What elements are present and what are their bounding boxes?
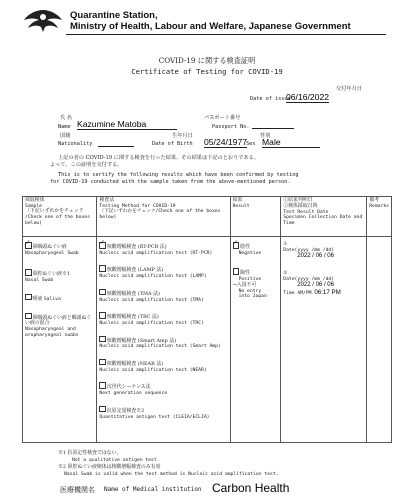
result-option-jp: 陽性 bbox=[240, 270, 250, 277]
issue-date-label-en: Date of issue bbox=[250, 96, 291, 102]
name-label-jp: 氏 名 bbox=[60, 115, 73, 121]
method-option-jp: 核酸増幅検査 (TMA 法) bbox=[106, 290, 160, 297]
sample-option-jp: 鼻咽頭ぬぐい液と咽頭ぬぐい液の混合 bbox=[25, 314, 92, 327]
intro-jp-line2: よって、この証明を交付する。 bbox=[50, 162, 123, 168]
method-checkbox[interactable] bbox=[99, 359, 106, 366]
header-date-jp1: ①結果判明日 bbox=[283, 197, 313, 203]
issue-date-value: 06/16/2022 bbox=[286, 92, 330, 102]
collection-time-label: Time bbox=[283, 291, 295, 297]
header-title-line1: Quarantine Station, bbox=[70, 10, 158, 21]
collection-date-value: 2022 / 06 / 06 bbox=[297, 282, 334, 289]
collection-date-label: Date bbox=[283, 276, 295, 282]
method-option-jp: 次世代シーケンス法 bbox=[106, 384, 151, 391]
sample-option-jp: 唾液 bbox=[32, 295, 43, 302]
result-option-en: Positive bbox=[238, 277, 262, 283]
header-date-en1: Test Result Date bbox=[283, 209, 329, 215]
header-band bbox=[0, 0, 414, 44]
result-positive-note-en1: No entry bbox=[238, 288, 262, 294]
header-method bbox=[97, 197, 230, 237]
dob-value: 05/24/1977 bbox=[204, 137, 248, 147]
method-option[interactable] bbox=[99, 312, 227, 326]
header-date-en2: Specimen Collection Date and Time bbox=[283, 215, 363, 226]
institution-label-jp: 医療機関名 bbox=[60, 486, 95, 494]
header-remarks-jp: 備考 bbox=[369, 197, 380, 203]
collection-time-value: 06:17 PM bbox=[314, 289, 341, 297]
method-option-jp: 核酸増幅検査 (Smart Amp 法) bbox=[106, 337, 177, 344]
passport-label-en: Passport No. bbox=[212, 124, 250, 130]
result-date-marker: ① bbox=[283, 242, 288, 247]
method-checkbox[interactable] bbox=[99, 406, 106, 413]
intro-en-line1: This is to certify the following results which have been confirmed by testing bbox=[58, 172, 299, 178]
method-option[interactable] bbox=[99, 265, 227, 279]
method-option[interactable] bbox=[99, 406, 227, 420]
sample-checkbox[interactable] bbox=[25, 294, 32, 301]
method-option[interactable] bbox=[99, 242, 227, 256]
header-date-jp2: ②検体採取日時 bbox=[283, 202, 318, 209]
table-body-row bbox=[23, 237, 392, 443]
issue-date-label-jp: 交付年月日 bbox=[336, 86, 362, 92]
header-result-jp: 結果 bbox=[232, 197, 243, 203]
result-option-en: Negative bbox=[238, 250, 262, 256]
intro-en-line2: for COVID-19 conducted with the sample taken from the above-mentioned person. bbox=[50, 179, 291, 185]
method-checkbox[interactable] bbox=[99, 242, 106, 249]
result-option-positive[interactable] bbox=[233, 268, 279, 299]
method-option[interactable] bbox=[99, 289, 227, 303]
nationality-label-en: Nationality bbox=[58, 141, 93, 147]
method-option-jp: 核酸増幅検査 (NEAR 法) bbox=[106, 360, 164, 367]
collection-date-format: (yyyy /mm /dd) bbox=[294, 276, 335, 282]
method-option[interactable] bbox=[99, 359, 227, 373]
footnote-1-jp: ※1 抗原定性検査ではない。 bbox=[58, 450, 122, 456]
footnote-2-jp: ※2 鼻腔ぬぐい液検体は核酸増幅検査のみ有効 bbox=[58, 464, 161, 470]
footnote-2-en: Nasal Swab is valid when the test method is Nucleic acid amplification test. bbox=[64, 472, 279, 477]
sample-checkbox[interactable] bbox=[25, 313, 32, 320]
sex-value: Male bbox=[262, 137, 320, 148]
header-title-line2: Ministry of Health, Labour and Welfare, Japanese Government bbox=[70, 21, 351, 32]
method-option-en: Nucleic acid amplification test (Smart Amp) bbox=[99, 344, 221, 350]
result-checkbox[interactable] bbox=[233, 268, 240, 275]
result-date-label: Date bbox=[283, 247, 295, 253]
method-checkbox[interactable] bbox=[99, 289, 106, 296]
sample-option[interactable] bbox=[25, 269, 94, 283]
header-date bbox=[281, 197, 367, 237]
header-remarks bbox=[367, 197, 392, 237]
header-sample-jp: 採取検体 bbox=[25, 197, 45, 203]
header-title bbox=[70, 10, 351, 32]
method-option-jp: 核酸増幅検査 (LAMP 法) bbox=[106, 267, 164, 274]
method-checkbox[interactable] bbox=[99, 265, 106, 272]
dob-label-en: Date of Birth bbox=[152, 141, 193, 147]
method-option-en: Nucleic acid amplification test (TRC) bbox=[99, 320, 204, 326]
collection-date-marker: ② bbox=[283, 271, 288, 277]
method-checkbox[interactable] bbox=[99, 312, 106, 319]
header-sample bbox=[23, 197, 97, 237]
sample-checkbox[interactable] bbox=[25, 269, 32, 276]
result-cell bbox=[230, 237, 281, 443]
name-label-en: Name bbox=[58, 124, 71, 130]
header-sample-en: Sample bbox=[25, 203, 42, 209]
header-sample-note-en: /Check one of the boxes below) bbox=[25, 215, 90, 226]
test-results-table bbox=[22, 196, 392, 443]
result-checkbox[interactable] bbox=[233, 242, 240, 249]
passport-value-line bbox=[252, 128, 294, 129]
sample-cell bbox=[23, 237, 97, 443]
header-result-en: Result bbox=[232, 203, 250, 209]
intro-jp-line1: 上記の者の COVID-19 に関する検査を行った結果、その結果は下記のとおりである。 bbox=[58, 155, 260, 161]
collection-date-block bbox=[283, 271, 364, 297]
method-option-en: Quantitative antigen test (CLEIA/ECLIA) bbox=[99, 414, 210, 420]
remarks-cell bbox=[367, 237, 392, 443]
sex-label-en: Sex bbox=[246, 141, 256, 147]
result-positive-note-jp: →入国不可 bbox=[232, 281, 257, 288]
header-result bbox=[230, 197, 281, 237]
method-cell bbox=[97, 237, 230, 443]
collection-time-format: AM/PM bbox=[297, 291, 312, 297]
result-date-block bbox=[283, 242, 364, 259]
method-option-en: Nucleic acid amplification test (NEAR) bbox=[99, 367, 207, 373]
sample-option-jp: 鼻腔ぬぐい液※1 bbox=[32, 271, 70, 278]
date-cell bbox=[281, 237, 367, 443]
sample-option-en: Saliva bbox=[43, 296, 61, 302]
nationality-label-jp: 国籍 bbox=[60, 133, 71, 139]
method-option[interactable] bbox=[99, 382, 227, 396]
sample-option[interactable] bbox=[25, 313, 94, 339]
result-option-negative[interactable] bbox=[233, 242, 279, 256]
sample-option-en: Nasopharyngeal and oropharyngeal swabs bbox=[25, 327, 79, 338]
method-checkbox[interactable] bbox=[99, 336, 106, 343]
method-option-en: Nucleic acid amplification test (RT-PCR) bbox=[99, 250, 213, 256]
dob-label-jp: 生年月日 bbox=[172, 133, 193, 139]
method-option-jp: 核酸増幅検査 (RT-PCR 法) bbox=[106, 244, 167, 250]
header-sample-note-jp: （下記いずれかをチェック bbox=[25, 208, 84, 215]
method-option-jp: 核酸増幅検査 (TRC 法) bbox=[106, 314, 159, 321]
header-method-note: （下記いずれかをチェック/Check one of the boxes below) bbox=[99, 209, 221, 220]
nationality-value-line bbox=[98, 146, 134, 147]
method-checkbox[interactable] bbox=[99, 382, 106, 389]
header-method-jp: 検査法 bbox=[99, 197, 115, 203]
sample-option-en: Nasopharyngeal Swab bbox=[25, 250, 79, 256]
sample-option[interactable] bbox=[25, 242, 94, 256]
institution-label-en: Name of Medical institution bbox=[104, 486, 202, 493]
header-remarks-en: Remarks bbox=[369, 203, 389, 209]
result-date-value: 2022 / 06 / 06 bbox=[297, 253, 334, 260]
result-option-jp: 陰性 bbox=[240, 244, 250, 250]
method-option-jp: 抗原定量検査※2 bbox=[106, 407, 145, 414]
result-date-format: (yyyy /mm /dd) bbox=[294, 247, 335, 253]
method-option-en: Nucleic acid amplification test (TMA) bbox=[99, 297, 204, 303]
quarantine-emblem-icon bbox=[22, 6, 64, 36]
header-method-en: Testing Method for COVID-19 bbox=[99, 203, 176, 209]
sample-option-jp: 鼻咽頭ぬぐい液 bbox=[32, 244, 67, 250]
result-positive-note-en2: into Japan bbox=[238, 294, 267, 300]
institution-value: Carbon Health bbox=[212, 481, 290, 495]
sample-checkbox[interactable] bbox=[25, 242, 32, 249]
footnote-1-en: Not a qualitative antigen test. bbox=[72, 458, 160, 463]
sample-option-en: Nasal Swab bbox=[25, 278, 54, 284]
method-option[interactable] bbox=[99, 336, 227, 350]
certificate-title-en: Certificate of Testing for COVID-19 bbox=[131, 67, 283, 76]
sample-option[interactable] bbox=[25, 294, 94, 303]
passport-label-jp: パスポート番号 bbox=[204, 115, 241, 121]
table-header-row bbox=[23, 197, 392, 237]
method-option-en: Nucleic acid amplification test (LAMP) bbox=[99, 274, 207, 280]
header-rule bbox=[66, 34, 386, 35]
sex-label-jp: 性別 bbox=[260, 133, 271, 139]
name-value: Kazumine Matoba bbox=[77, 119, 177, 130]
certificate-title-jp: COVID-19 に関する検査証明 bbox=[158, 56, 256, 65]
method-option-en: Next generation sequence bbox=[99, 391, 168, 397]
